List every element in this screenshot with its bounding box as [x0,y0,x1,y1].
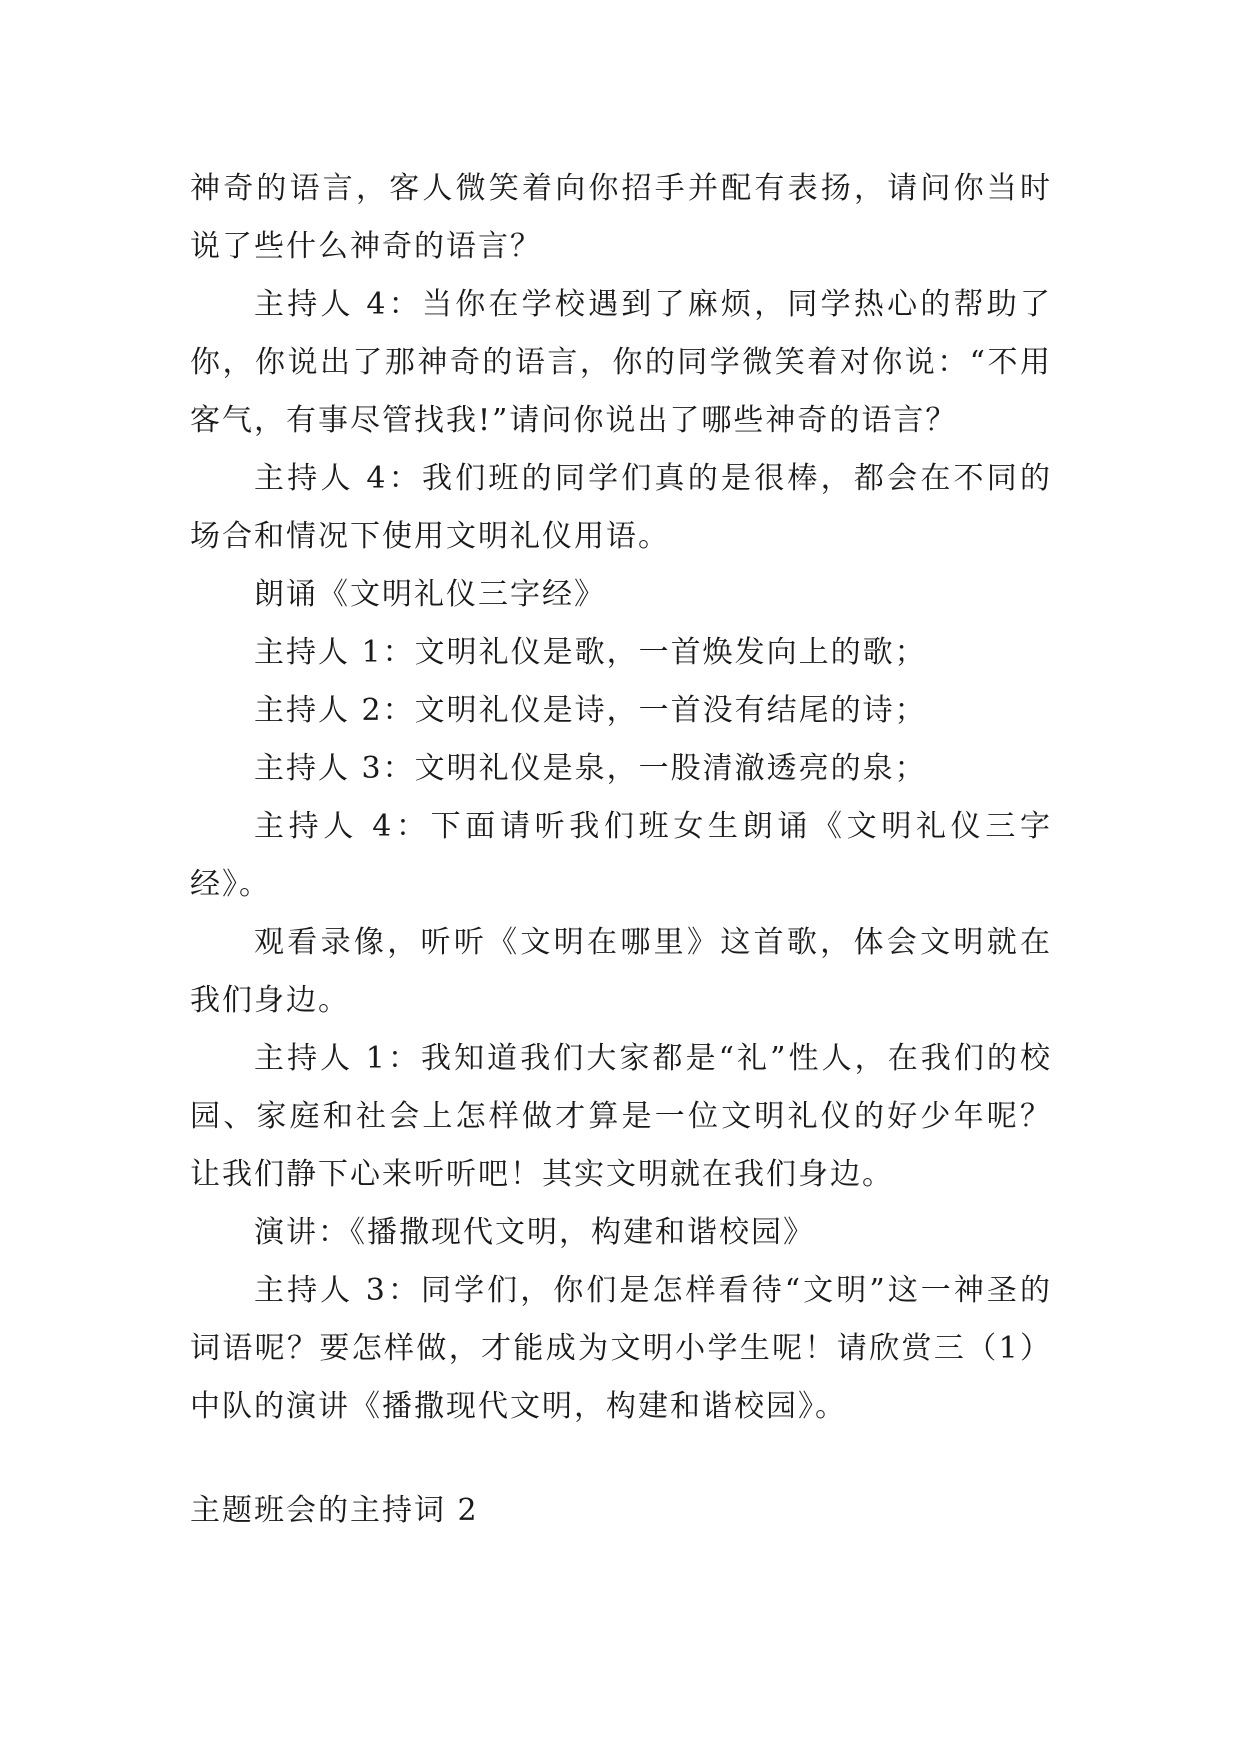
section-heading: 主题班会的主持词 2 [190,1493,479,1528]
paragraph: 主持人 3：文明礼仪是泉，一股清澈透亮的泉； [254,751,927,786]
paragraph: 观看录像，听听《文明在哪里》这首歌，体会文明就在我们身边。 [190,925,1052,1018]
paragraph: 主持人 4：当你在学校遇到了麻烦，同学热心的帮助了你，你说出了那神奇的语言，你的同学微笑着对你说：“不用客气，有事尽管找我!”请问你说出了哪些神奇的语言？ [190,287,1052,438]
paragraph: 主持人 4：下面请听我们班女生朗诵《文明礼仪三字经》。 [190,809,1052,902]
paragraph: 演讲：《播撒现代文明，构建和谐校园》 [254,1215,815,1250]
paragraph: 主持人 4：我们班的同学们真的是很棒，都会在不同的场合和情况下使用文明礼仪用语。 [190,461,1052,554]
document-body [190,160,1052,1436]
paragraph: 主持人 1：我知道我们大家都是“礼”性人，在我们的校园、家庭和社会上怎样做才算是一位文明礼仪的好少年呢？让我们静下心来听听吧！其实文明就在我们身边。 [190,1041,1052,1192]
paragraph: 神奇的语言，客人微笑着向你招手并配有表扬，请问你当时说了些什么神奇的语言？ [190,171,1052,264]
paragraph: 主持人 3：同学们，你们是怎样看待“文明”这一神圣的词语呢？要怎样做，才能成为文明小学生呢！请欣赏三（1）中队的演讲《播撒现代文明，构建和谐校园》。 [190,1273,1052,1424]
paragraph: 主持人 1：文明礼仪是歌，一首焕发向上的歌； [254,635,927,670]
paragraph: 朗诵《文明礼仪三字经》 [254,577,606,612]
paragraph: 主持人 2：文明礼仪是诗，一首没有结尾的诗； [254,693,927,728]
